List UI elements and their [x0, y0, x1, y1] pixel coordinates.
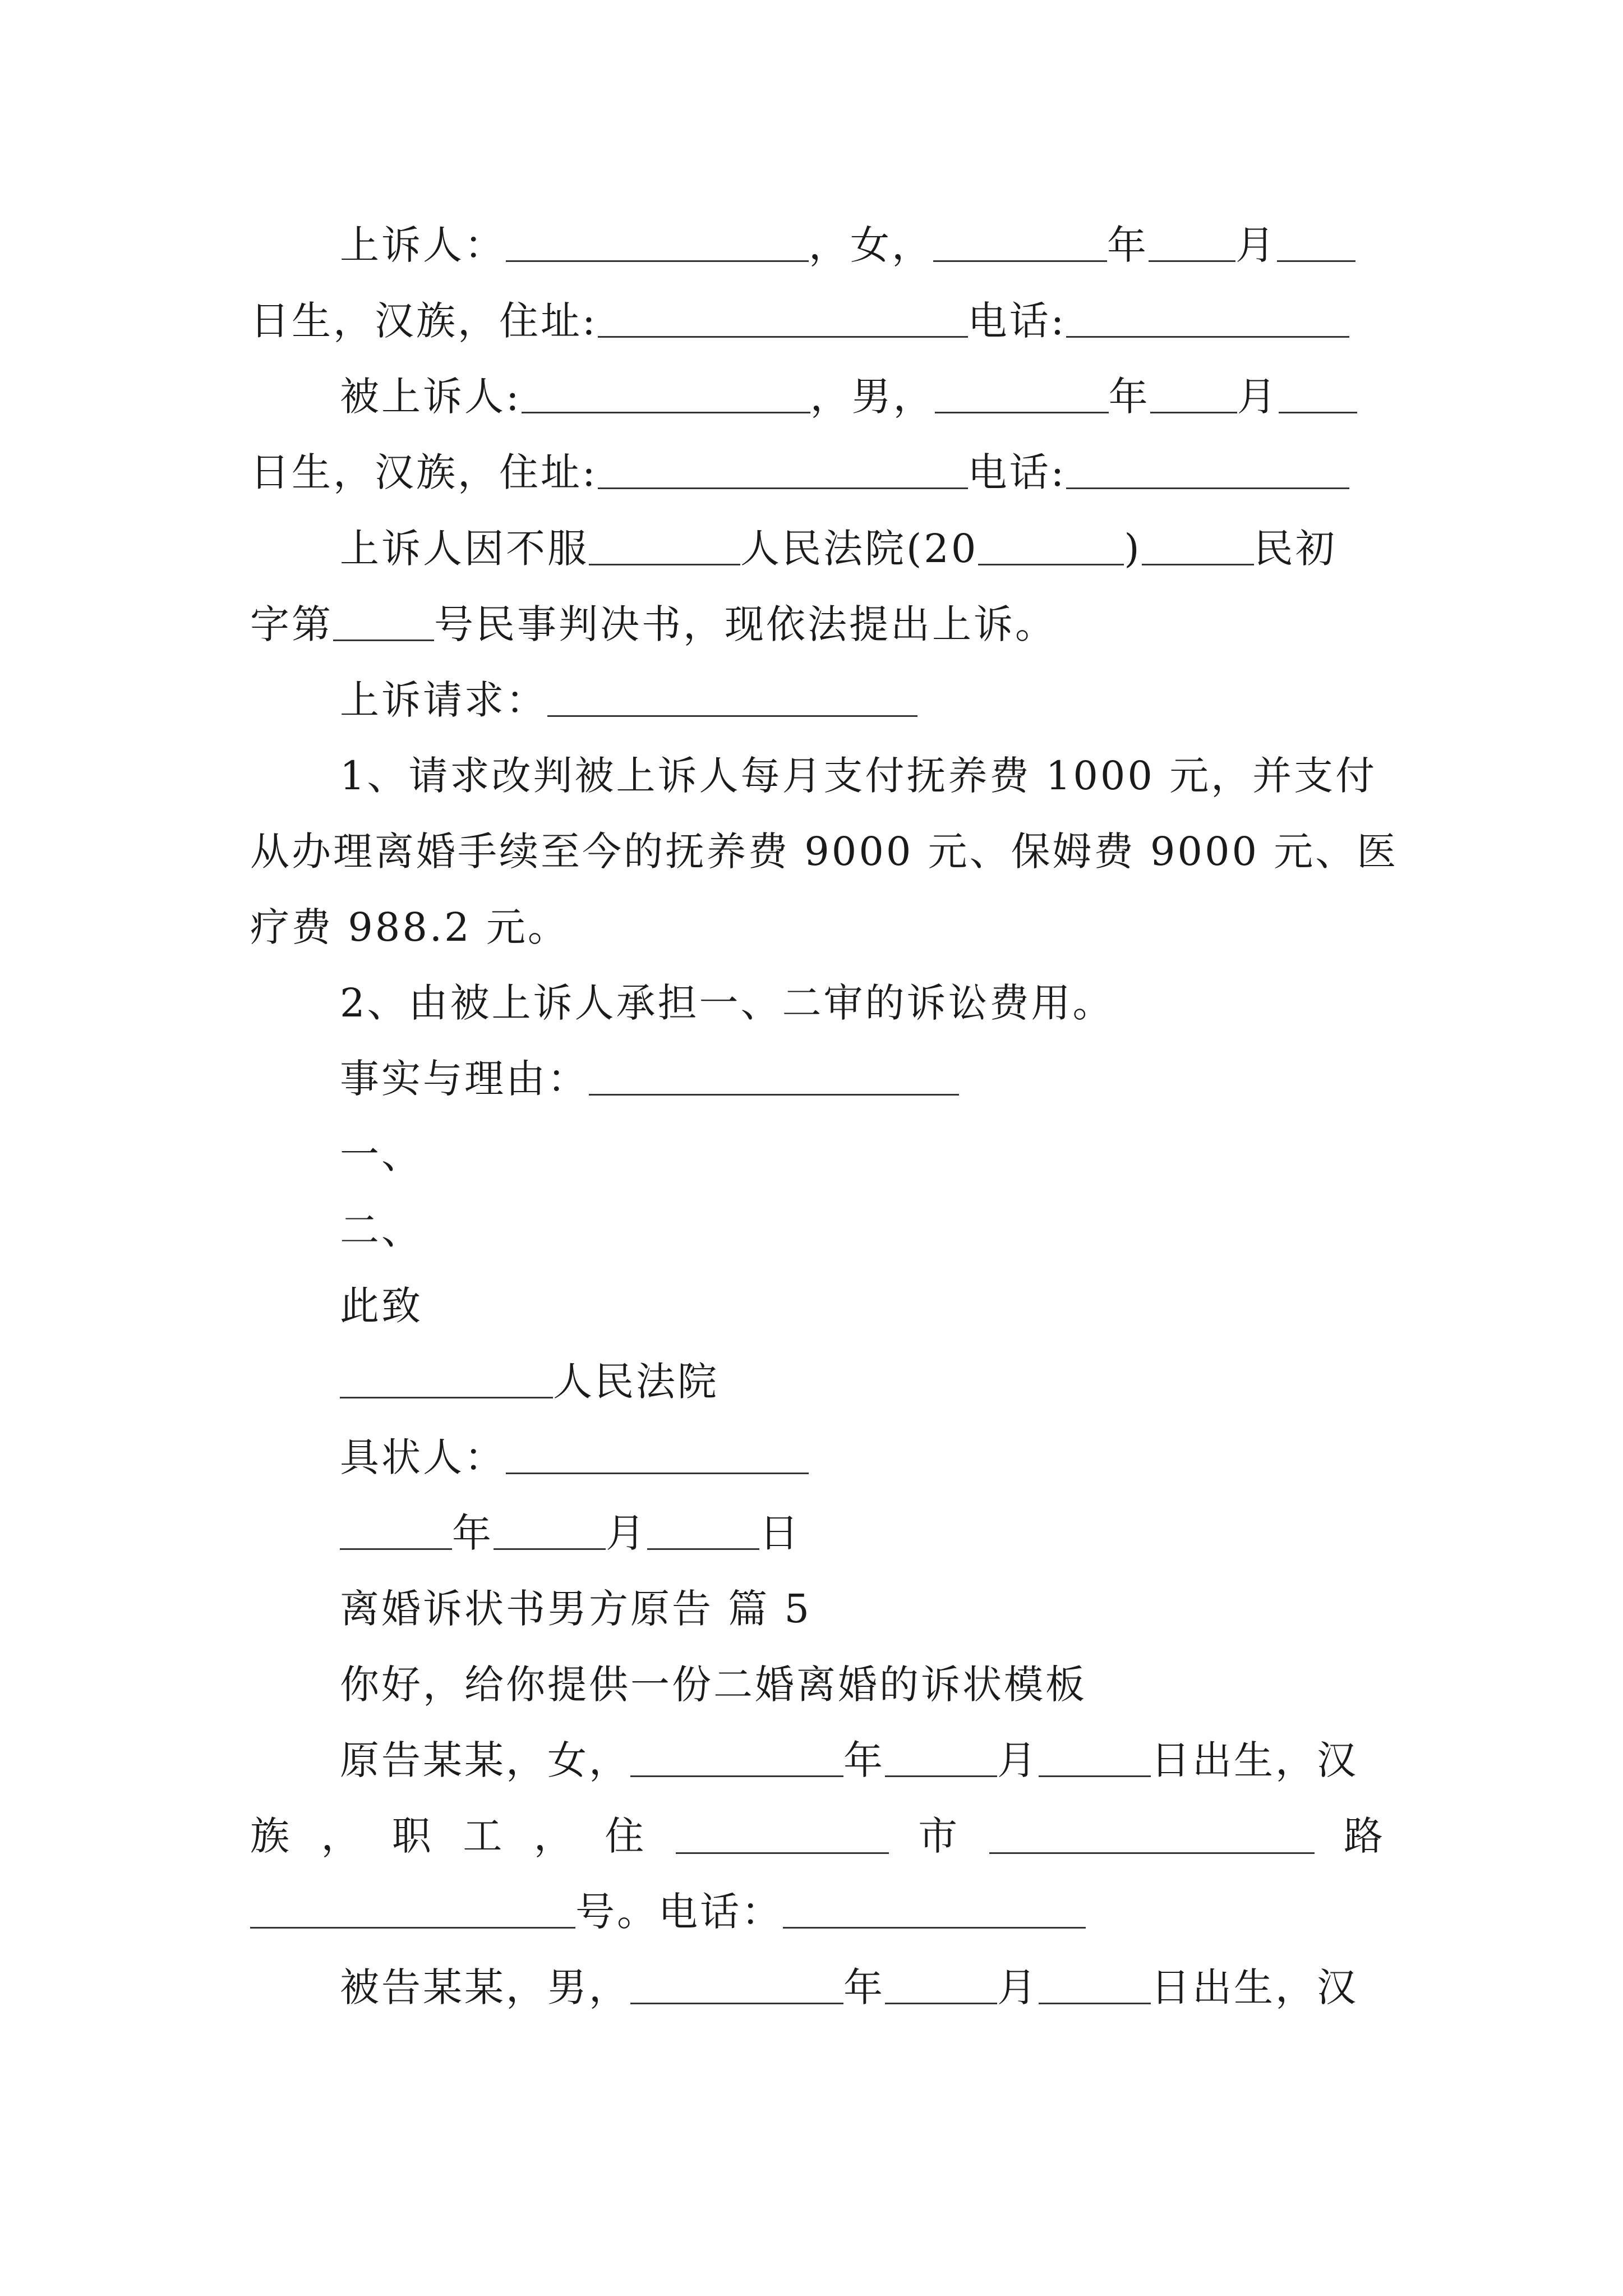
house-number-blank — [250, 1893, 575, 1929]
section-title — [340, 1584, 811, 1634]
ethnicity-text: 族 — [250, 1813, 292, 1859]
appellant-name-blank — [506, 227, 809, 262]
phone-label: 电话: — [967, 298, 1067, 344]
plaintiff-phone-line — [250, 1887, 1086, 1937]
birth-month-blank — [1149, 227, 1235, 262]
request-item-2 — [340, 978, 1114, 1028]
month-label: 月 — [1235, 222, 1277, 268]
case-type-text: 民初 — [1253, 526, 1337, 572]
salutation — [340, 1281, 423, 1331]
salutation-text: 此致 — [340, 1283, 423, 1329]
year-label: 年 — [1107, 222, 1149, 268]
court-addressee-text: 人民法院 — [553, 1359, 719, 1405]
request-item-1 — [340, 751, 1377, 801]
appellant-line — [340, 220, 1355, 270]
address-label: 日生，汉族，住址: — [250, 298, 598, 344]
fact-item-2 — [340, 1205, 423, 1255]
appellant-label: 上诉人： — [340, 222, 506, 268]
defendant-line — [340, 1962, 1358, 2013]
year-label: 年 — [1108, 374, 1150, 420]
court-text: 人民法院(20 — [740, 526, 979, 572]
court-addressee — [340, 1356, 719, 1407]
month-label: 月 — [606, 1510, 647, 1556]
date-month-blank — [494, 1515, 606, 1550]
appeal-request-label: 上诉请求： — [340, 677, 547, 723]
phone-label: 号。电话： — [575, 1889, 783, 1935]
month-label: 月 — [997, 1964, 1039, 2010]
address-blank — [598, 454, 968, 489]
paren-text: ) — [1124, 526, 1142, 572]
case-number-label: 字第 — [250, 601, 333, 647]
comma-text: ， — [533, 1813, 575, 1859]
judgment-line — [250, 599, 1057, 650]
plaintiff-address-line — [250, 1811, 1385, 1861]
fact-2-label: 二、 — [340, 1207, 423, 1253]
appellee-address-line — [250, 447, 1349, 498]
appeal-request-blank — [547, 682, 917, 717]
appeal-text: 上诉人因不服 — [340, 526, 589, 572]
phone-blank — [1066, 302, 1349, 338]
phone-blank — [1066, 454, 1349, 489]
comma-text: ， — [321, 1813, 363, 1859]
request-1-text: 1、请求改判被上诉人每月支付抚养费 1000 元，并支付 — [340, 753, 1377, 799]
section-title-text: 离婚诉状书男方原告 篇 5 — [340, 1586, 812, 1632]
request-2-text: 2、由被上诉人承担一、二审的诉讼费用。 — [340, 980, 1114, 1026]
birth-year-blank — [630, 1969, 843, 2004]
birth-day-blank — [1039, 1742, 1151, 1777]
phone-blank — [783, 1893, 1086, 1929]
request-item-1-cont — [250, 826, 1398, 877]
defendant-label: 被告某某，男， — [340, 1964, 630, 2010]
request-1-text-end: 疗费 988.2 元。 — [250, 904, 569, 950]
petitioner-signature — [340, 1432, 809, 1483]
birth-day-blank — [1277, 227, 1355, 262]
birth-ethnicity-text: 日出生，汉 — [1151, 1964, 1358, 2010]
appellee-label: 被上诉人: — [340, 374, 522, 420]
month-label: 月 — [1237, 374, 1279, 420]
date-year-blank — [340, 1515, 452, 1550]
petitioner-blank — [506, 1439, 809, 1474]
year-label: 年 — [843, 1964, 885, 2010]
appellee-line — [340, 371, 1357, 422]
fact-item-1 — [340, 1129, 423, 1180]
birth-day-blank — [1279, 378, 1357, 413]
birth-year-blank — [935, 378, 1109, 413]
year-label: 年 — [843, 1737, 885, 1783]
birth-month-blank — [885, 1742, 997, 1777]
intro-line — [340, 1659, 1087, 1710]
request-item-1-end — [250, 902, 569, 953]
plaintiff-label: 原告某某，女， — [340, 1737, 630, 1783]
case-code-blank — [1142, 530, 1254, 565]
case-year-blank — [978, 530, 1124, 565]
occupation-text-2: 工 — [463, 1813, 505, 1859]
road-blank — [989, 1819, 1315, 1854]
residence-label: 住 — [605, 1813, 647, 1859]
city-label: 市 — [918, 1813, 960, 1859]
appellant-address-line — [250, 296, 1349, 346]
birth-month-blank — [1150, 378, 1237, 413]
court-name-blank — [589, 530, 740, 565]
facts-blank — [589, 1060, 959, 1096]
signature-date — [340, 1508, 801, 1558]
court-addressee-blank — [340, 1363, 553, 1398]
intro-text: 你好，给你提供一份二婚离婚的诉状模板 — [340, 1662, 1087, 1708]
city-blank — [676, 1819, 889, 1854]
address-blank — [598, 302, 968, 338]
facts-label: 事实与理由： — [340, 1056, 589, 1102]
appellee-name-blank — [522, 378, 810, 413]
phone-label: 电话: — [967, 449, 1067, 495]
day-label: 日 — [759, 1510, 801, 1556]
year-label: 年 — [452, 1510, 494, 1556]
birth-day-blank — [1039, 1969, 1151, 2004]
date-day-blank — [647, 1515, 759, 1550]
month-label: 月 — [997, 1737, 1039, 1783]
petitioner-label: 具状人： — [340, 1434, 506, 1480]
appellant-gender-text: ，女， — [809, 222, 933, 268]
plaintiff-line — [340, 1735, 1358, 1786]
request-1-text-cont: 从办理离婚手续至今的抚养费 9000 元、保姆费 9000 元、医 — [250, 829, 1399, 875]
birth-ethnicity-text: 日出生，汉 — [1151, 1737, 1358, 1783]
birth-year-blank — [933, 227, 1107, 262]
birth-year-blank — [630, 1742, 843, 1777]
address-label: 日生，汉族，住址: — [250, 449, 598, 495]
road-label: 路 — [1343, 1813, 1385, 1859]
judgment-text: 号民事判决书，现依法提出上诉。 — [434, 601, 1057, 647]
facts-heading — [340, 1053, 959, 1104]
birth-month-blank — [885, 1969, 997, 2004]
appeal-request-heading — [340, 675, 917, 725]
occupation-text-1: 职 — [391, 1813, 434, 1859]
appeal-reason-line — [340, 523, 1337, 574]
case-number-blank — [333, 606, 434, 641]
appellee-gender-text: ，男， — [810, 374, 935, 420]
fact-1-label: 一、 — [340, 1131, 423, 1177]
